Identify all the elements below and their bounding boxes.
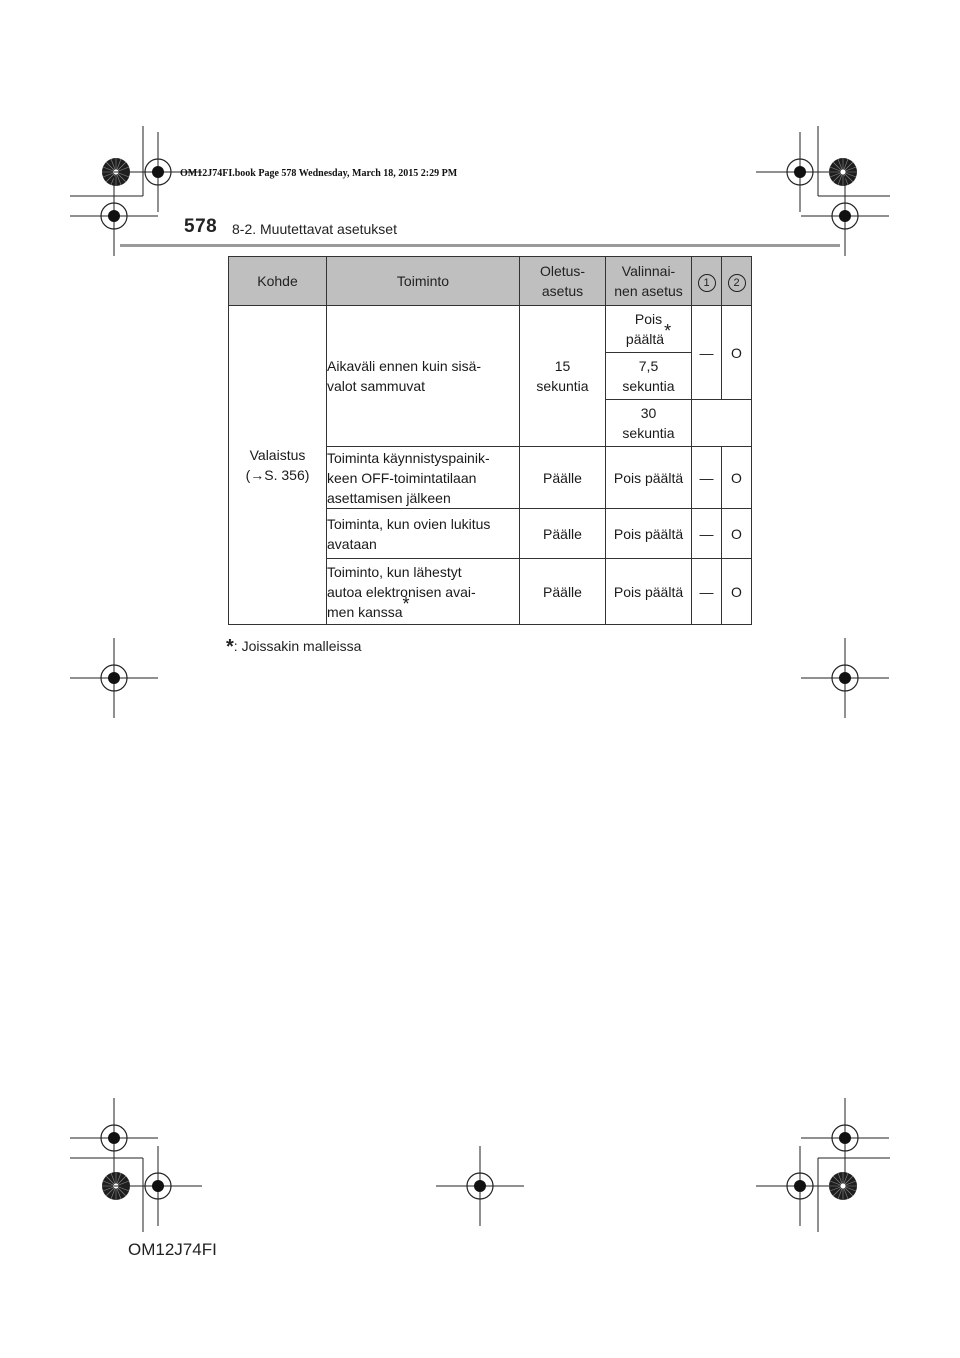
function-cell: Toiminta käynnistyspainik- keen OFF-toimintatilaan asettamisen jälkeen	[327, 447, 520, 509]
col-header-method-2	[722, 257, 752, 306]
default-cell: Päälle	[520, 509, 606, 559]
table-header-row	[229, 257, 752, 306]
method1-cell: —	[692, 447, 722, 509]
option-cell: Pois päältä*	[606, 306, 692, 353]
default-cell: Päälle	[520, 447, 606, 509]
option-cell: 30 sekuntia	[606, 400, 692, 447]
option-cell: Pois päältä	[606, 559, 692, 625]
footnote-asterisk: *	[402, 593, 410, 614]
col-header-function: Toiminto	[327, 257, 520, 306]
option-cell: Pois päältä	[606, 447, 692, 509]
default-cell: Päälle	[520, 559, 606, 625]
method1-cell: —	[692, 559, 722, 625]
method2-cell: O	[722, 509, 752, 559]
registration-cross-icon	[801, 638, 889, 718]
option-cell: Pois päältä	[606, 509, 692, 559]
header-rule	[120, 244, 840, 247]
footnote-text: : Joissakin malleissa	[233, 638, 362, 654]
method1-cell: —	[692, 306, 722, 400]
circled-number-2: 2	[728, 274, 746, 292]
footnote-asterisk: *	[226, 636, 234, 658]
method1-cell: —	[692, 509, 722, 559]
circled-number-1: 1	[698, 274, 716, 292]
settings-table	[228, 256, 752, 625]
page-number: 578	[184, 216, 218, 237]
registration-cross-icon	[436, 1146, 524, 1226]
registration-star-icon	[829, 1172, 857, 1200]
method2-cell: O	[722, 306, 752, 400]
col-header-item: Kohde	[229, 257, 327, 306]
print-info-line: OM12J74FI.book Page 578 Wednesday, March 18, 2015 2:29 PM	[180, 168, 458, 179]
table-row	[229, 306, 752, 353]
option-cell: 7,5 sekuntia	[606, 353, 692, 400]
document-code: OM12J74FI	[128, 1240, 217, 1259]
default-cell: 15 sekuntia	[520, 306, 606, 447]
method2-cell: O	[722, 559, 752, 625]
function-cell: Toiminta, kun ovien lukitus avataan	[327, 509, 520, 559]
registration-star-icon	[829, 158, 857, 186]
function-cell: Toiminto, kun lähestyt autoa elektronisen avai- men kanssa*	[327, 559, 520, 625]
section-title: 8-2. Muutettavat asetukset	[232, 221, 397, 237]
col-header-optional: Valinnai- nen asetus	[606, 257, 692, 306]
item-cell: Valaistus (→S. 356)	[229, 306, 327, 625]
col-header-default: Oletus- asetus	[520, 257, 606, 306]
registration-cross-icon	[801, 1098, 889, 1178]
registration-cross-icon	[70, 638, 158, 718]
registration-cross-icon	[70, 1098, 158, 1178]
footnote	[226, 636, 361, 659]
col-header-method-1	[692, 257, 722, 306]
blank-cell	[692, 400, 752, 447]
function-cell: Aikaväli ennen kuin sisä- valot sammuvat	[327, 306, 520, 447]
method2-cell: O	[722, 447, 752, 509]
footnote-asterisk: *	[664, 321, 672, 342]
